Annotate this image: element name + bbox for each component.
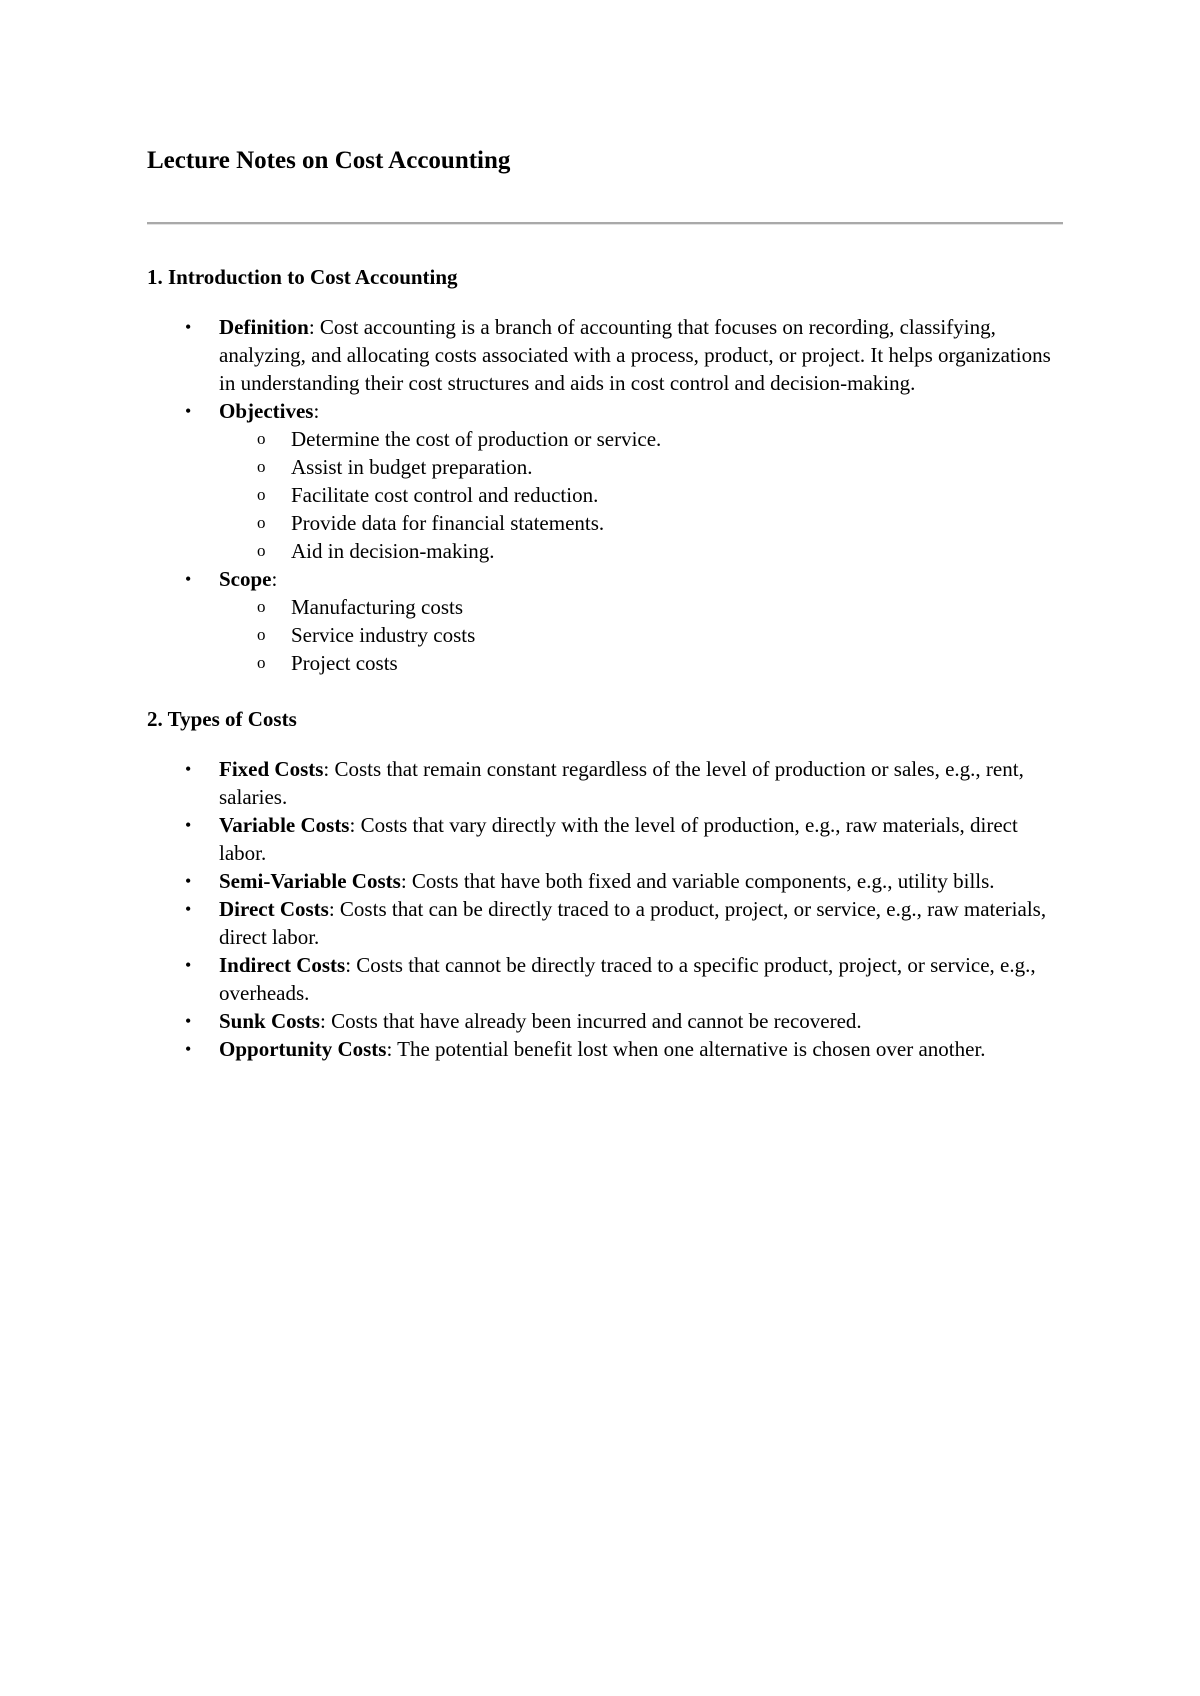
bullet-icon: • xyxy=(185,815,192,835)
circle-bullet-icon: o xyxy=(257,513,266,532)
term-label: Indirect Costs xyxy=(219,953,346,977)
introduction-list xyxy=(147,313,1063,677)
bullet-icon: • xyxy=(185,1039,192,1059)
term-label: Objectives xyxy=(219,399,314,423)
bullet-icon: • xyxy=(185,1011,192,1031)
sub-item-text: Service industry costs xyxy=(291,623,476,647)
sub-list-item xyxy=(219,481,1063,509)
list-item-definition xyxy=(147,313,1063,397)
sub-item-text: Aid in decision-making. xyxy=(291,539,495,563)
sub-list-item xyxy=(219,649,1063,677)
circle-bullet-icon: o xyxy=(257,653,266,672)
term-label: Direct Costs xyxy=(219,897,329,921)
scope-sublist xyxy=(219,593,1063,677)
horizontal-rule xyxy=(147,222,1063,225)
list-item-sunk-costs xyxy=(147,1007,1063,1035)
sub-item-text: Project costs xyxy=(291,651,398,675)
types-of-costs-list xyxy=(147,755,1063,1063)
sub-list-item xyxy=(219,425,1063,453)
list-item-variable-costs xyxy=(147,811,1063,867)
circle-bullet-icon: o xyxy=(257,541,266,560)
list-item-direct-costs xyxy=(147,895,1063,951)
term-description: : Costs that remain constant regardless of the level of production or sales, e.g., rent, salaries. xyxy=(219,757,1024,809)
sub-list-item xyxy=(219,509,1063,537)
term-description: : Costs that cannot be directly traced to a specific product, project, or service, e.g., overheads. xyxy=(219,953,1036,1005)
list-item-objectives xyxy=(147,397,1063,565)
bullet-icon: • xyxy=(185,899,192,919)
bullet-icon: • xyxy=(185,955,192,975)
page-title: Lecture Notes on Cost Accounting xyxy=(147,147,511,174)
sub-item-text: Determine the cost of production or service. xyxy=(291,427,662,451)
circle-bullet-icon: o xyxy=(257,625,266,644)
circle-bullet-icon: o xyxy=(257,485,266,504)
list-item-fixed-costs xyxy=(147,755,1063,811)
term-description: : Costs that have both fixed and variable components, e.g., utility bills. xyxy=(400,869,995,893)
term-description: : Costs that vary directly with the level of production, e.g., raw materials, direct labor. xyxy=(219,813,1018,865)
term-description: : The potential benefit lost when one alternative is chosen over another. xyxy=(386,1037,986,1061)
sub-list-item xyxy=(219,453,1063,481)
term-description: : xyxy=(271,567,278,591)
bullet-icon: • xyxy=(185,317,192,337)
section-heading-introduction: 1. Introduction to Cost Accounting xyxy=(147,265,458,289)
bullet-icon: • xyxy=(185,569,192,589)
circle-bullet-icon: o xyxy=(257,597,266,616)
term-label: Scope xyxy=(219,567,272,591)
sub-list-item xyxy=(219,593,1063,621)
bullet-icon: • xyxy=(185,871,192,891)
sub-item-text: Provide data for financial statements. xyxy=(291,511,605,535)
term-label: Opportunity Costs xyxy=(219,1037,387,1061)
term-label: Variable Costs xyxy=(219,813,350,837)
bullet-icon: • xyxy=(185,759,192,779)
term-description: : Costs that can be directly traced to a product, project, or service, e.g., raw materials, direct labor. xyxy=(219,897,1047,949)
sub-item-text: Assist in budget preparation. xyxy=(291,455,533,479)
sub-item-text: Manufacturing costs xyxy=(291,595,464,619)
objectives-sublist xyxy=(219,425,1063,565)
list-item-semi-variable-costs xyxy=(147,867,1063,895)
sub-item-text: Facilitate cost control and reduction. xyxy=(291,483,599,507)
bullet-icon: • xyxy=(185,401,192,421)
term-description: : Cost accounting is a branch of accounting that focuses on recording, classifying, analyzing, and allocating costs associated with a process, product, or project. It helps organizations in understanding their cost structures and aids in cost control and decision-making. xyxy=(219,315,1051,395)
term-description: : xyxy=(313,399,320,423)
term-label: Sunk Costs xyxy=(219,1009,320,1033)
sub-list-item xyxy=(219,621,1063,649)
sub-list-item xyxy=(219,537,1063,565)
circle-bullet-icon: o xyxy=(257,457,266,476)
term-label: Fixed Costs xyxy=(219,757,324,781)
term-label: Definition xyxy=(219,315,309,339)
list-item-indirect-costs xyxy=(147,951,1063,1007)
circle-bullet-icon: o xyxy=(257,429,266,448)
term-description: : Costs that have already been incurred and cannot be recovered. xyxy=(319,1009,862,1033)
list-item-scope xyxy=(147,565,1063,677)
term-label: Semi-Variable Costs xyxy=(219,869,401,893)
document-page xyxy=(147,140,1063,1063)
section-heading-types-of-costs: 2. Types of Costs xyxy=(147,707,297,731)
list-item-opportunity-costs xyxy=(147,1035,1063,1063)
